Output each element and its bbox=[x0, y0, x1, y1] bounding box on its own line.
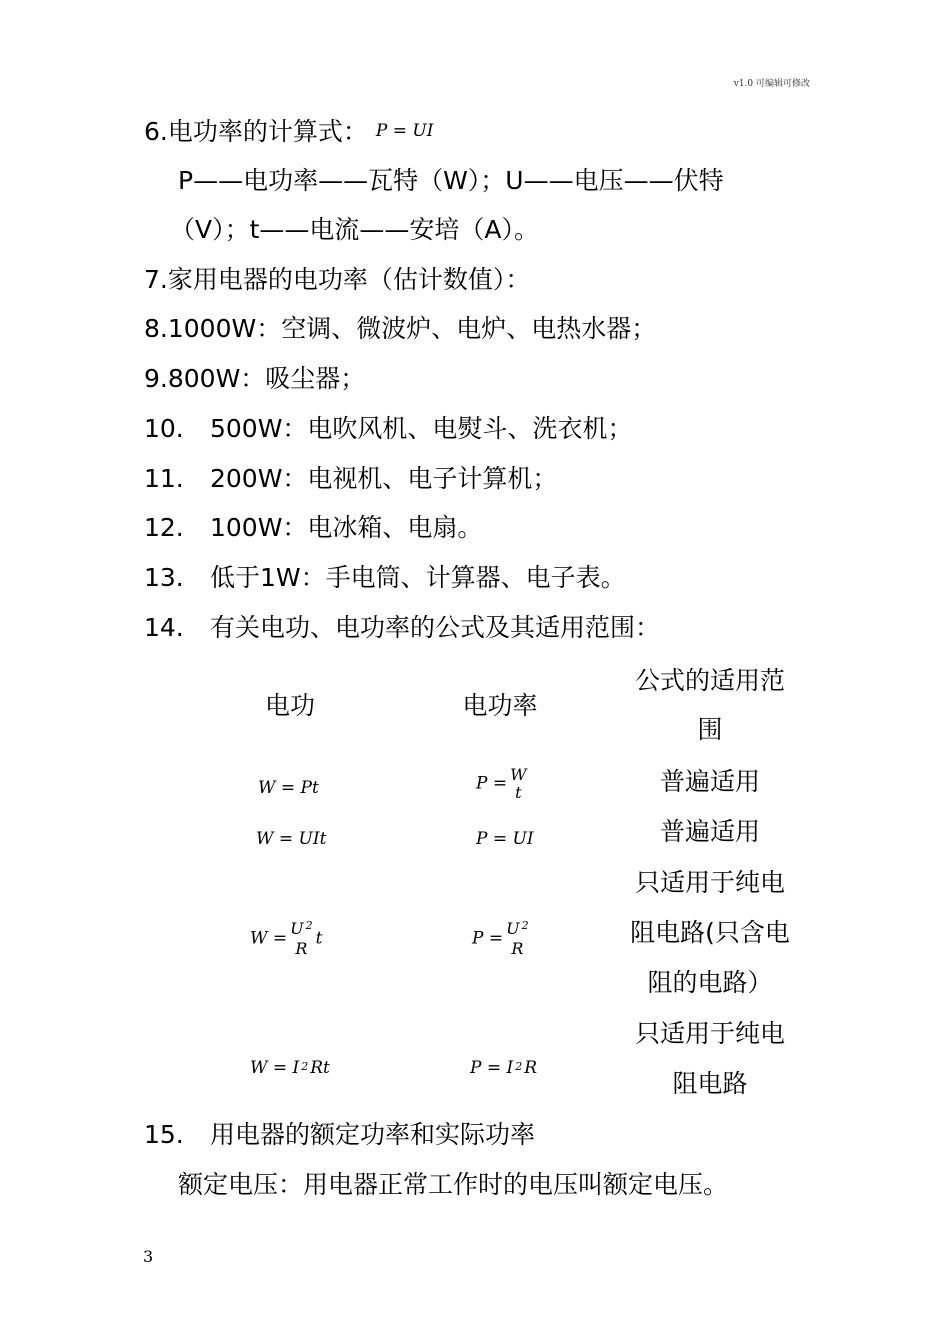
scope-row4-line2: 阻电路 bbox=[672, 1069, 748, 1098]
power-formula-u2r: P = U $^2$ R bbox=[472, 919, 529, 958]
header-scope-line2: 围 bbox=[697, 715, 723, 744]
work-formula-uit: W = UIt bbox=[256, 829, 327, 849]
item-7: 7.家用电器的电功率（估计数值）： bbox=[144, 265, 531, 294]
header-work: 电功 bbox=[264, 691, 315, 720]
item-15: 15. 用电器的额定功率和实际功率 bbox=[144, 1120, 536, 1149]
header-power: 电功率 bbox=[462, 691, 538, 720]
work-formula-i2rt: W = I 2 Rt bbox=[250, 1058, 330, 1078]
rated-voltage-definition: 额定电压：用电器正常工作时的电压叫额定电压。 bbox=[178, 1170, 729, 1199]
fraction: W t bbox=[510, 765, 527, 802]
header-scope-line1: 公式的适用范 bbox=[634, 666, 785, 695]
units-line-1: P——电功率——瓦特（W）；U——电压——伏特 bbox=[178, 166, 724, 195]
power-formula-i2r: P = I 2 R bbox=[470, 1058, 538, 1078]
work-formula-general: W = Pt bbox=[258, 778, 319, 798]
power-formula-ui: P = UI bbox=[476, 829, 534, 849]
item-8: 8.1000W：空调、微波炉、电炉、电热水器； bbox=[144, 314, 657, 343]
item-14: 14. 有关电功、电功率的公式及其适用范围： bbox=[144, 613, 661, 642]
scope-row3-line1: 只适用于纯电 bbox=[634, 868, 785, 897]
scope-row2: 普遍适用 bbox=[659, 817, 760, 846]
work-formula-u2r: W = U $^2$ R t bbox=[250, 919, 323, 958]
page-number: 3 bbox=[143, 1247, 154, 1266]
item-10: 10. 500W：电吹风机、电熨斗、洗衣机； bbox=[144, 414, 633, 443]
header-note: v1.0 可编辑可修改 bbox=[733, 79, 810, 89]
power-formula-general: P = W t bbox=[476, 765, 527, 802]
power-formula: P = UI bbox=[375, 121, 434, 141]
item-13: 13. 低于1W：手电筒、计算器、电子表。 bbox=[144, 563, 626, 592]
scope-row1: 普遍适用 bbox=[659, 767, 760, 796]
units-line-2: （V）；t——电流——安培（A）。 bbox=[170, 215, 540, 244]
fraction: U $^2$ R bbox=[506, 919, 529, 958]
item-12: 12. 100W：电冰箱、电扇。 bbox=[144, 513, 483, 542]
scope-row3-line3: 阻的电路） bbox=[647, 968, 773, 997]
scope-row3-line2: 阻电路(只含电 bbox=[630, 918, 790, 947]
scope-row4-line1: 只适用于纯电 bbox=[634, 1019, 785, 1048]
item-6: 6.电功率的计算式： P = UI bbox=[144, 117, 434, 146]
item-9: 9.800W：吸尘器； bbox=[144, 364, 366, 393]
item-11: 11. 200W：电视机、电子计算机； bbox=[144, 464, 558, 493]
fraction: U $^2$ R bbox=[290, 919, 313, 958]
